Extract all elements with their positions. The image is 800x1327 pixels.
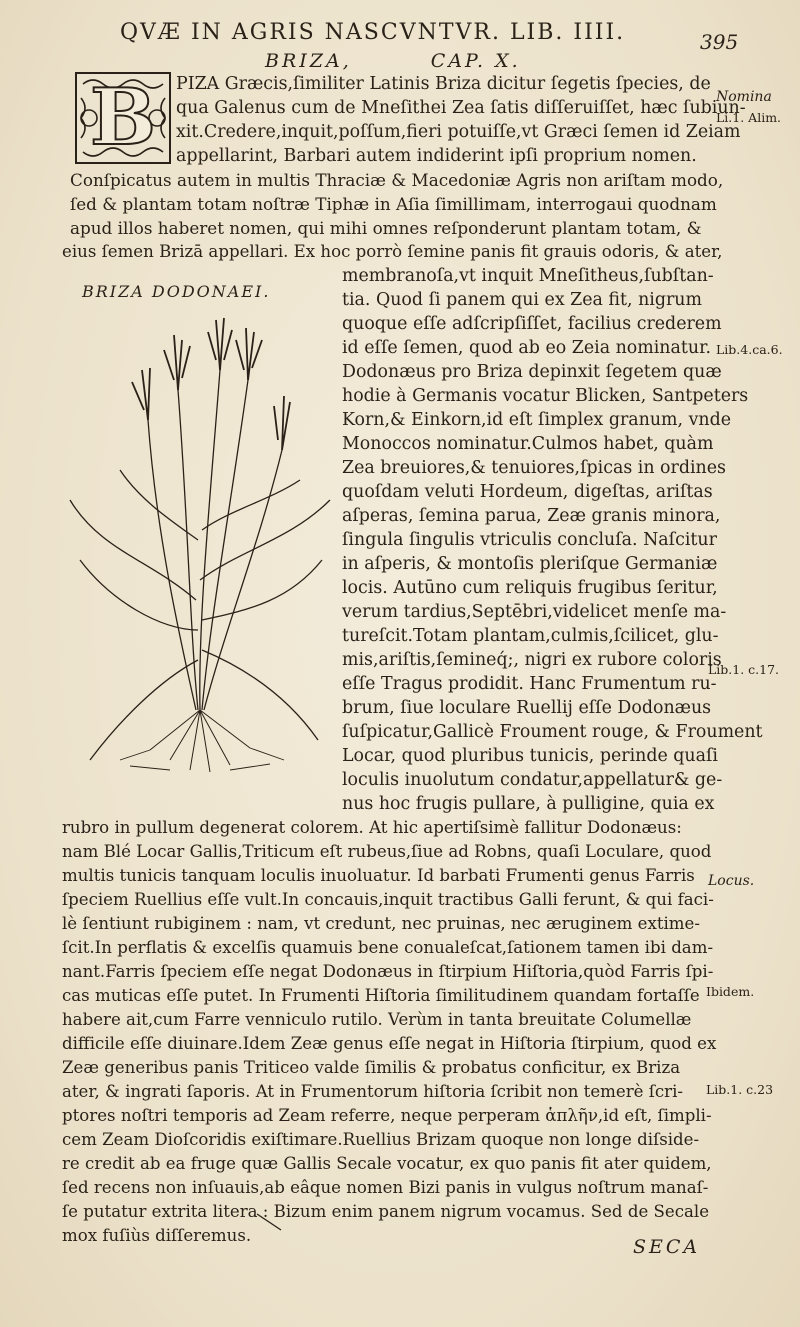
margin-note-ibidem: Ibidem. <box>706 984 755 999</box>
text-line-40: habere ait,cum Farre venniculo rutilo. Verùm in tanta breuitate Columellæ <box>62 1010 692 1029</box>
text-line-12: id eſſe ſemen, quod ab eo Zeia nominatur. <box>342 338 711 358</box>
margin-note-ref-1: Li.1. Alim. <box>716 110 782 125</box>
text-line-22: locis. Autūno cum reliquis frugibus ſeritur, <box>342 578 718 598</box>
text-line-46: re credit ab ea fruge quæ Gallis Secale vocatur, ex quo panis fit ater quidem, <box>62 1154 712 1173</box>
text-line-24: tureſcit.Totam plantam,culmis,ſcilicet, glu- <box>342 626 719 646</box>
chapter-title: BRIZA, <box>265 50 352 72</box>
margin-note-locus: Locus. <box>708 873 755 889</box>
text-line-41: difficile eſſe diuinare.Idem Zeæ genus eſſe negat in Hiſtoria ſtirpium, quod ex <box>62 1034 717 1053</box>
figure-caption: BRIZA DODONAEI. <box>82 282 271 301</box>
briza-plant-illustration <box>60 300 340 790</box>
text-line-42: Zeæ generibus panis Triticeo valde ſimilis & probatus conficitur, ex Briza <box>62 1058 681 1077</box>
chapter-number: CAP. X. <box>430 50 521 72</box>
text-line-10: tia. Quod ſi panem qui ex Zea fit, nigrum <box>342 290 702 310</box>
text-line-15: Korn,& Einkorn,id eſt ſimplex granum, vnde <box>342 410 732 430</box>
margin-note-ref-2: Lib.4.ca.6. <box>716 342 783 357</box>
text-line-19: aſperas, ſemina parua, Zeæ granis minora, <box>342 506 721 526</box>
text-line-36: lè ſentiunt rubiginem : nam, vt credunt, nec pruinas, nec æruginem extime- <box>62 914 700 933</box>
text-line-33: nam Blé Locar Gallis,Triticum eſt rubeus,ſiue ad Robns, quaſi Loculare, quod <box>62 842 712 861</box>
text-line-8: eius ſemen Brizā appellari. Ex hoc porrò ſemine panis fit grauis odoris, & ater, <box>62 242 723 261</box>
catchword: SECA <box>633 1236 701 1258</box>
text-line-48: ſe putatur extrita litera : Bizum enim panem nigrum vocamus. Sed de Secale <box>62 1202 710 1221</box>
text-line-4: appellarint, Barbari autem indiderint ipſi proprium nomen. <box>176 146 697 166</box>
text-line-7: apud illos haberet nomen, qui mihi omnes reſponderunt plantam totam, & <box>70 218 702 238</box>
page-number: 395 <box>700 30 739 54</box>
decorated-initial <box>75 72 171 164</box>
text-line-44: ptores noſtri temporis ad Zeam referre, neque perperam ἁπλῆν,id eſt, ſimpli- <box>62 1106 712 1125</box>
text-line-35: ſpeciem Ruellius eſſe vult.In concauis,inquit tractibus Galli ferunt, & qui faci- <box>62 890 714 909</box>
text-line-27: brum, ſiue loculare Ruellij eſſe Dodonæus <box>342 698 712 718</box>
text-line-49: mox fuſiùs diſſeremus. <box>62 1226 252 1245</box>
text-line-1: PIZA Græcis,ſimiliter Latinis Briza dicitur ſegetis ſpecies, de <box>176 74 711 94</box>
text-line-31: nus hoc frugis pullare, à pulligine, quia ex <box>342 794 715 814</box>
text-line-5: Conſpicatus autem in multis Thraciæ & Macedoniæ Agris non ariſtam modo, <box>70 170 724 190</box>
ink-stroke-mark <box>255 1212 285 1232</box>
text-line-20: ſingula ſingulis vtriculis concluſa. Naſcitur <box>342 530 717 550</box>
text-line-28: ſuſpicatur,Gallicè Froument rouge, & Froument <box>342 722 763 742</box>
text-line-43: ater, & ingrati ſaporis. At in Frumentorum hiſtoria ſcribit non temerè ſcri- <box>62 1082 684 1101</box>
margin-note-ref-3: Lib.1. c.17. <box>708 662 780 677</box>
text-line-26: eſſe Tragus prodidit. Hanc Frumentum ru- <box>342 674 717 694</box>
text-line-14: hodie à Germanis vocatur Blicken, Santpeters <box>342 386 749 406</box>
text-line-39: cas muticas eſſe putet. In Frumenti Hiſtoria ſimilitudinem quandam fortaſſe <box>62 986 700 1005</box>
text-line-30: loculis inuolutum condatur,appellatur& ge- <box>342 770 723 790</box>
text-line-25: mis,ariſtis,ſemineq́;, nigri ex rubore coloris <box>342 650 722 670</box>
margin-note-nomina: Nomina <box>716 89 772 105</box>
text-line-45: cem Zeam Dioſcoridis exiſtimare.Ruellius Brizam quoque non longe diſside- <box>62 1130 700 1149</box>
text-line-9: membranoſa,vt inquit Mneſitheus,ſubſtan- <box>342 266 714 286</box>
text-line-21: in aſperis, & montoſis pleriſque Germaniæ <box>342 554 718 574</box>
text-line-29: Locar, quod pluribus tunicis, perinde quaſi <box>342 746 718 766</box>
text-line-17: Zea breuiores,& tenuiores,ſpicas in ordines <box>342 458 726 478</box>
text-line-2: qua Galenus cum de Mneſithei Zea ſatis diſſeruiſſet, hæc ſubiun- <box>176 98 746 118</box>
text-line-16: Monoccos nominatur.Culmos habet, quàm <box>342 434 714 454</box>
initial-letter: B <box>90 72 156 163</box>
text-line-38: nant.Farris ſpeciem eſſe negat Dodonæus in ſtirpium Hiſtoria,quòd Farris ſpi- <box>62 962 714 981</box>
text-line-13: Dodonæus pro Briza depinxit ſegetem quæ <box>342 362 722 382</box>
chapter-heading <box>265 50 565 72</box>
text-line-23: verum tardius,Septēbri,videlicet menſe ma- <box>342 602 727 622</box>
text-line-6: ſed & plantam totam noſtræ Tiphæ in Aſia ſimillimam, interrogaui quodnam <box>70 194 717 214</box>
text-line-37: ſcit.In perflatis & excelſis quamuis bene conualeſcat,ſationem tamen ibi dam- <box>62 938 714 957</box>
running-title: QVÆ IN AGRIS NASCVNTVR. LIB. IIII. <box>120 20 626 45</box>
text-line-18: quoſdam veluti Hordeum, digeſtas, ariſtas <box>342 482 713 502</box>
text-line-32: rubro in pullum degenerat colorem. At hic apertiſsimè fallitur Dodonæus: <box>62 818 682 837</box>
margin-note-ref-4: Lib.1. c.23 <box>706 1082 774 1097</box>
text-line-34: multis tunicis tanquam loculis inuoluatur. Id barbati Frumenti genus Farris <box>62 866 695 885</box>
text-line-3: xit.Credere,inquit,poſſum,fieri potuiſſe,vt Græci ſemen id Zeiam <box>176 122 741 142</box>
text-line-47: ſed recens non inſuauis,ab eâque nomen Bizi panis in vulgus noſtrum manaſ- <box>62 1178 709 1197</box>
text-line-11: quoque eſſe adſcripſiſſet, facilius crederem <box>342 314 722 334</box>
